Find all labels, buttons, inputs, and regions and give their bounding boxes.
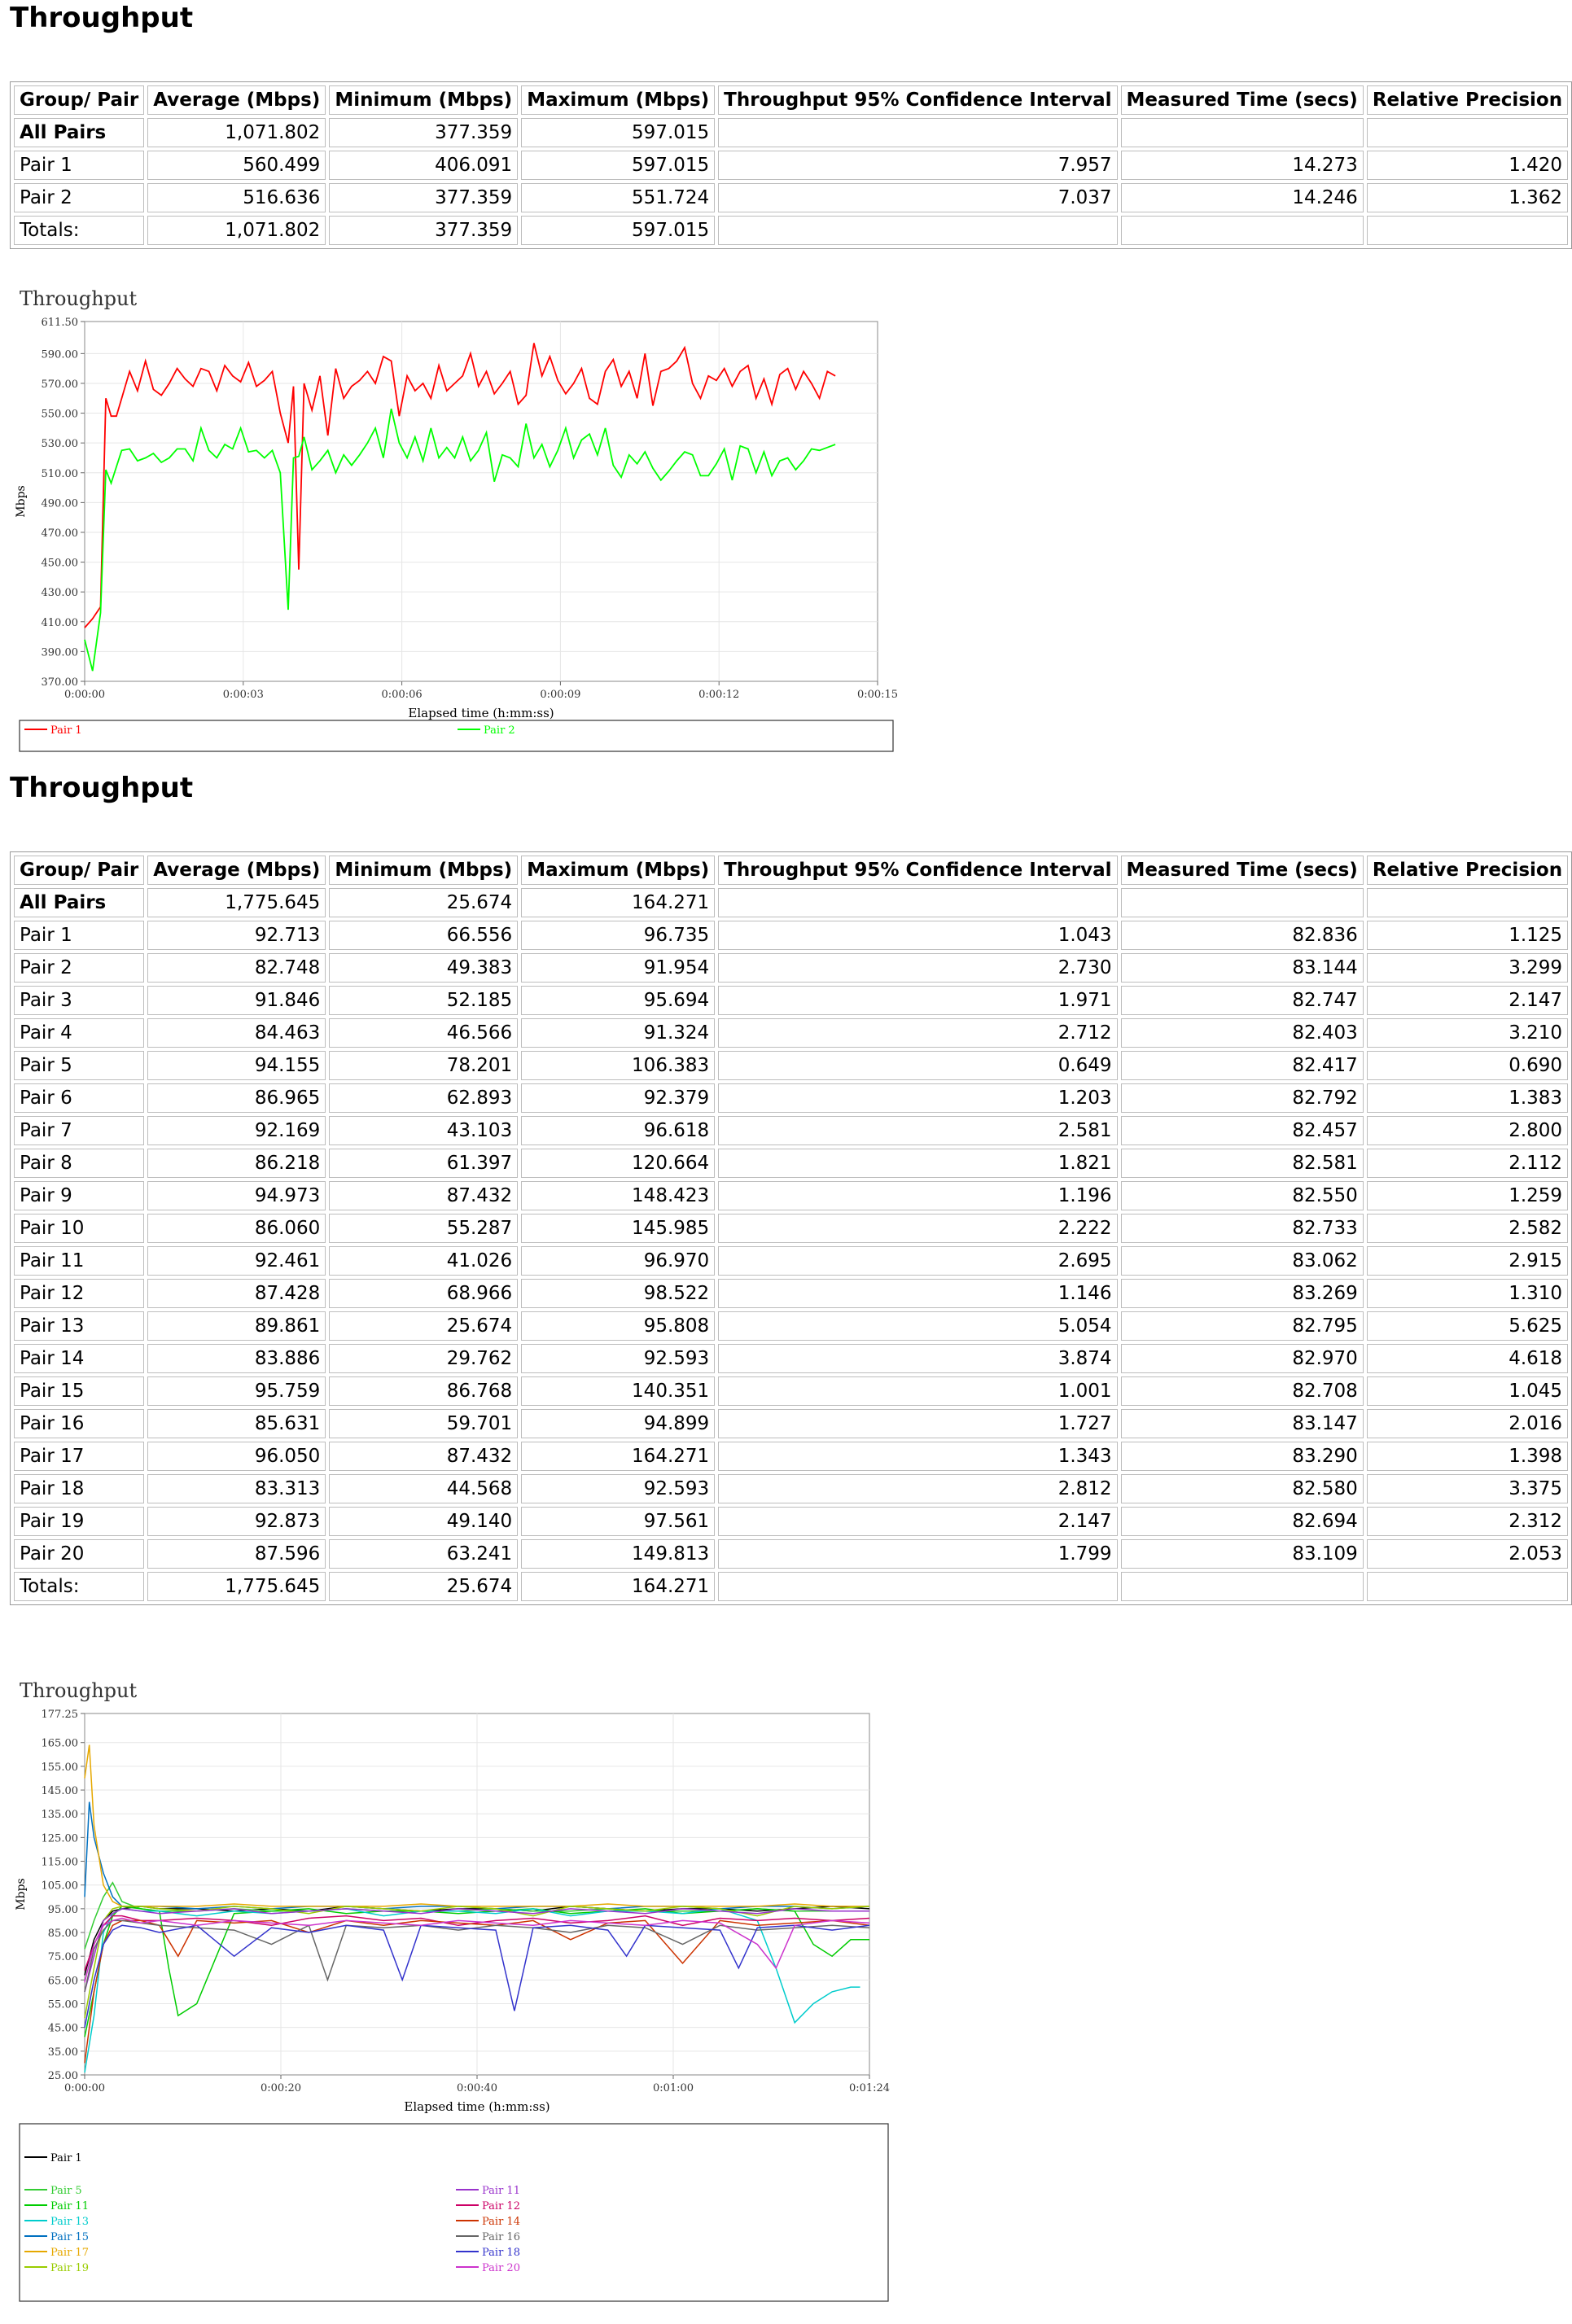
table-row bbox=[14, 1311, 1568, 1341]
legend-label: Pair 11 bbox=[482, 2185, 520, 2197]
table-cell: 25.674 bbox=[329, 1572, 518, 1601]
section-heading-2: Throughput bbox=[10, 772, 194, 804]
table-cell: 597.015 bbox=[521, 216, 715, 245]
throughput-chart-1 bbox=[0, 281, 912, 753]
table-cell: 83.313 bbox=[147, 1474, 326, 1503]
table-cell: 1.125 bbox=[1367, 921, 1568, 950]
table-row bbox=[14, 151, 1568, 180]
throughput-table-1 bbox=[10, 81, 1572, 249]
legend-box bbox=[20, 720, 893, 751]
table-cell bbox=[1121, 1572, 1364, 1601]
table-row bbox=[14, 1279, 1568, 1308]
column-header: Maximum (Mbps) bbox=[521, 85, 715, 115]
table-cell: 82.733 bbox=[1121, 1214, 1364, 1243]
table-cell: 52.185 bbox=[329, 986, 518, 1015]
table-cell: 1.727 bbox=[718, 1409, 1117, 1438]
table-cell: 2.112 bbox=[1367, 1149, 1568, 1178]
y-tick-label: 430.00 bbox=[41, 587, 78, 600]
table-cell: 0.690 bbox=[1367, 1051, 1568, 1080]
row-label: Pair 17 bbox=[14, 1442, 144, 1471]
table-cell: 82.580 bbox=[1121, 1474, 1364, 1503]
table-cell: 66.556 bbox=[329, 921, 518, 950]
table-row bbox=[14, 986, 1568, 1015]
x-tick-label: 0:00:12 bbox=[698, 689, 740, 701]
throughput-table-2 bbox=[10, 851, 1572, 1605]
y-tick-label: 490.00 bbox=[41, 497, 78, 510]
table-cell: 7.957 bbox=[718, 151, 1117, 180]
table-cell: 85.631 bbox=[147, 1409, 326, 1438]
legend-label: Pair 2 bbox=[484, 724, 515, 737]
table-cell: 1.259 bbox=[1367, 1181, 1568, 1210]
table-cell: 1.420 bbox=[1367, 151, 1568, 180]
table-cell bbox=[718, 1572, 1117, 1601]
x-tick-label: 0:00:06 bbox=[381, 689, 423, 701]
table-cell: 164.271 bbox=[521, 1572, 715, 1601]
table-cell: 96.735 bbox=[521, 921, 715, 950]
legend-label: Pair 20 bbox=[482, 2262, 520, 2274]
table-cell: 1.383 bbox=[1367, 1083, 1568, 1113]
table-row bbox=[14, 1149, 1568, 1178]
table-cell: 29.762 bbox=[329, 1344, 518, 1373]
table-cell: 120.664 bbox=[521, 1149, 715, 1178]
table-cell bbox=[1367, 888, 1568, 917]
table-cell: 94.155 bbox=[147, 1051, 326, 1080]
table-row bbox=[14, 1246, 1568, 1276]
table-cell: 2.222 bbox=[718, 1214, 1117, 1243]
table-cell: 97.561 bbox=[521, 1507, 715, 1536]
table-cell bbox=[718, 888, 1117, 917]
table-cell: 2.147 bbox=[1367, 986, 1568, 1015]
column-header: Average (Mbps) bbox=[147, 856, 326, 885]
table-cell: 1.043 bbox=[718, 921, 1117, 950]
x-tick-label: 0:00:00 bbox=[63, 2082, 106, 2094]
y-tick-label: 590.00 bbox=[41, 348, 78, 361]
table-cell: 106.383 bbox=[521, 1051, 715, 1080]
table-cell: 86.965 bbox=[147, 1083, 326, 1113]
table-cell: 1.196 bbox=[718, 1181, 1117, 1210]
table-cell: 1.362 bbox=[1367, 183, 1568, 212]
table-cell bbox=[718, 118, 1117, 147]
table-cell: 96.970 bbox=[521, 1246, 715, 1276]
x-tick-label: 0:00:09 bbox=[540, 689, 581, 701]
table-cell: 406.091 bbox=[329, 151, 518, 180]
table-cell: 1.146 bbox=[718, 1279, 1117, 1308]
table-cell: 145.985 bbox=[521, 1214, 715, 1243]
table-cell: 164.271 bbox=[521, 1442, 715, 1471]
y-tick-label: 125.00 bbox=[41, 1832, 78, 1845]
row-label: Pair 11 bbox=[14, 1246, 144, 1276]
y-tick-label: 85.00 bbox=[47, 1928, 78, 1941]
table-row bbox=[14, 1083, 1568, 1113]
table-cell: 92.593 bbox=[521, 1474, 715, 1503]
table-cell: 82.747 bbox=[1121, 986, 1364, 1015]
y-axis-label: Mbps bbox=[15, 1878, 28, 1910]
plot-area bbox=[85, 322, 878, 681]
table-row bbox=[14, 888, 1568, 917]
table-row bbox=[14, 953, 1568, 983]
table-cell: 1.971 bbox=[718, 986, 1117, 1015]
x-tick-label: 0:01:00 bbox=[652, 2082, 694, 2094]
table-cell: 96.618 bbox=[521, 1116, 715, 1145]
table-cell: 55.287 bbox=[329, 1214, 518, 1243]
column-header: Minimum (Mbps) bbox=[329, 856, 518, 885]
row-label: Pair 13 bbox=[14, 1311, 144, 1341]
table-row bbox=[14, 1116, 1568, 1145]
table-cell: 44.568 bbox=[329, 1474, 518, 1503]
table-cell: 25.674 bbox=[329, 1311, 518, 1341]
table-cell: 377.359 bbox=[329, 183, 518, 212]
table-cell: 3.375 bbox=[1367, 1474, 1568, 1503]
table-cell: 92.593 bbox=[521, 1344, 715, 1373]
table-cell: 2.730 bbox=[718, 953, 1117, 983]
legend-label: Pair 14 bbox=[482, 2216, 520, 2228]
table-cell: 82.417 bbox=[1121, 1051, 1364, 1080]
table-cell: 83.062 bbox=[1121, 1246, 1364, 1276]
table-cell: 1.001 bbox=[718, 1376, 1117, 1406]
table-cell: 2.712 bbox=[718, 1018, 1117, 1048]
table-cell: 2.053 bbox=[1367, 1539, 1568, 1569]
table-cell: 94.899 bbox=[521, 1409, 715, 1438]
table-cell: 83.886 bbox=[147, 1344, 326, 1373]
table-cell: 92.461 bbox=[147, 1246, 326, 1276]
table-cell: 5.625 bbox=[1367, 1311, 1568, 1341]
table-cell: 1.045 bbox=[1367, 1376, 1568, 1406]
table-cell: 560.499 bbox=[147, 151, 326, 180]
x-axis-label: Elapsed time (h:mm:ss) bbox=[404, 2099, 550, 2114]
table-row bbox=[14, 1572, 1568, 1601]
table-cell: 82.694 bbox=[1121, 1507, 1364, 1536]
table-cell: 2.800 bbox=[1367, 1116, 1568, 1145]
x-tick-label: 0:00:40 bbox=[456, 2082, 498, 2094]
table-cell: 2.147 bbox=[718, 1507, 1117, 1536]
chart-title: Throughput bbox=[20, 1679, 138, 1702]
table-cell: 2.695 bbox=[718, 1246, 1117, 1276]
table-cell: 25.674 bbox=[329, 888, 518, 917]
table-cell: 516.636 bbox=[147, 183, 326, 212]
y-tick-label: 370.00 bbox=[41, 676, 78, 689]
table-row bbox=[14, 1442, 1568, 1471]
table-cell: 0.649 bbox=[718, 1051, 1117, 1080]
row-label: Pair 2 bbox=[14, 953, 144, 983]
table-cell: 92.379 bbox=[521, 1083, 715, 1113]
row-label: Pair 8 bbox=[14, 1149, 144, 1178]
table-cell: 597.015 bbox=[521, 118, 715, 147]
table-cell: 98.522 bbox=[521, 1279, 715, 1308]
table-cell: 2.312 bbox=[1367, 1507, 1568, 1536]
table-cell: 551.724 bbox=[521, 183, 715, 212]
table-cell: 377.359 bbox=[329, 216, 518, 245]
table-cell: 83.147 bbox=[1121, 1409, 1364, 1438]
row-label: Pair 14 bbox=[14, 1344, 144, 1373]
column-header: Measured Time (secs) bbox=[1121, 856, 1364, 885]
table-row bbox=[14, 1181, 1568, 1210]
x-axis-label: Elapsed time (h:mm:ss) bbox=[408, 706, 554, 720]
chart-title: Throughput bbox=[20, 287, 138, 310]
table-cell: 82.792 bbox=[1121, 1083, 1364, 1113]
table-cell: 41.026 bbox=[329, 1246, 518, 1276]
row-label: Pair 10 bbox=[14, 1214, 144, 1243]
table-cell: 149.813 bbox=[521, 1539, 715, 1569]
table-cell: 2.582 bbox=[1367, 1214, 1568, 1243]
table-row bbox=[14, 183, 1568, 212]
table-row bbox=[14, 1344, 1568, 1373]
table-row bbox=[14, 1507, 1568, 1536]
table-cell: 68.966 bbox=[329, 1279, 518, 1308]
legend-label: Pair 13 bbox=[50, 2216, 89, 2228]
table-row bbox=[14, 216, 1568, 245]
column-header: Group/ Pair bbox=[14, 85, 144, 115]
table-cell: 95.759 bbox=[147, 1376, 326, 1406]
column-header: Measured Time (secs) bbox=[1121, 85, 1364, 115]
table-cell: 3.210 bbox=[1367, 1018, 1568, 1048]
table-cell: 1.821 bbox=[718, 1149, 1117, 1178]
x-tick-label: 0:01:24 bbox=[848, 2082, 891, 2094]
table-cell: 82.457 bbox=[1121, 1116, 1364, 1145]
table-cell: 95.808 bbox=[521, 1311, 715, 1341]
x-tick-label: 0:00:20 bbox=[260, 2082, 302, 2094]
y-tick-label: 550.00 bbox=[41, 408, 78, 421]
legend-label: Pair 1 bbox=[50, 2152, 82, 2164]
table-cell: 82.581 bbox=[1121, 1149, 1364, 1178]
row-label: Pair 20 bbox=[14, 1539, 144, 1569]
table-cell: 1,775.645 bbox=[147, 1572, 326, 1601]
table-cell: 82.708 bbox=[1121, 1376, 1364, 1406]
table-row bbox=[14, 1051, 1568, 1080]
row-label: Pair 18 bbox=[14, 1474, 144, 1503]
table-cell: 89.861 bbox=[147, 1311, 326, 1341]
column-header: Group/ Pair bbox=[14, 856, 144, 885]
legend-label: Pair 11 bbox=[50, 2200, 89, 2212]
table-cell: 63.241 bbox=[329, 1539, 518, 1569]
table-cell: 91.846 bbox=[147, 986, 326, 1015]
row-label: Totals: bbox=[14, 1572, 144, 1601]
legend-box bbox=[20, 2124, 888, 2301]
column-header: Maximum (Mbps) bbox=[521, 856, 715, 885]
table-cell: 3.874 bbox=[718, 1344, 1117, 1373]
y-tick-label: 25.00 bbox=[47, 2070, 78, 2082]
table-cell: 82.970 bbox=[1121, 1344, 1364, 1373]
y-tick-label: 105.00 bbox=[41, 1880, 78, 1893]
table-cell: 1.343 bbox=[718, 1442, 1117, 1471]
row-label: Pair 1 bbox=[14, 151, 144, 180]
legend-label: Pair 15 bbox=[50, 2231, 89, 2243]
table-cell: 83.144 bbox=[1121, 953, 1364, 983]
table-cell bbox=[718, 216, 1117, 245]
table-cell: 86.060 bbox=[147, 1214, 326, 1243]
y-tick-label: 530.00 bbox=[41, 438, 78, 451]
row-label: All Pairs bbox=[14, 888, 144, 917]
legend-label: Pair 17 bbox=[50, 2247, 89, 2259]
table-cell: 14.273 bbox=[1121, 151, 1364, 180]
row-label: Pair 4 bbox=[14, 1018, 144, 1048]
throughput-chart-2 bbox=[0, 1673, 912, 2324]
column-header: Relative Precision bbox=[1367, 856, 1568, 885]
table-cell: 83.269 bbox=[1121, 1279, 1364, 1308]
table-cell: 86.218 bbox=[147, 1149, 326, 1178]
y-tick-label: 611.50 bbox=[41, 317, 78, 329]
y-tick-label: 75.00 bbox=[47, 1951, 78, 1964]
row-label: Pair 2 bbox=[14, 183, 144, 212]
y-tick-label: 65.00 bbox=[47, 1975, 78, 1988]
column-header: Average (Mbps) bbox=[147, 85, 326, 115]
table-cell: 2.016 bbox=[1367, 1409, 1568, 1438]
legend-label: Pair 18 bbox=[482, 2247, 520, 2259]
y-tick-label: 410.00 bbox=[41, 616, 78, 629]
y-tick-label: 390.00 bbox=[41, 646, 78, 659]
table-cell: 7.037 bbox=[718, 183, 1117, 212]
table-cell: 83.290 bbox=[1121, 1442, 1364, 1471]
y-tick-label: 135.00 bbox=[41, 1809, 78, 1822]
table-cell: 49.383 bbox=[329, 953, 518, 983]
table-cell: 5.054 bbox=[718, 1311, 1117, 1341]
table-cell: 43.103 bbox=[329, 1116, 518, 1145]
table-row bbox=[14, 1474, 1568, 1503]
row-label: Pair 5 bbox=[14, 1051, 144, 1080]
table-cell: 92.713 bbox=[147, 921, 326, 950]
table-cell: 49.140 bbox=[329, 1507, 518, 1536]
table-cell: 87.596 bbox=[147, 1539, 326, 1569]
table-cell: 148.423 bbox=[521, 1181, 715, 1210]
table-row bbox=[14, 1539, 1568, 1569]
y-tick-label: 95.00 bbox=[47, 1903, 78, 1916]
y-tick-label: 115.00 bbox=[41, 1856, 78, 1869]
table-cell: 140.351 bbox=[521, 1376, 715, 1406]
table-cell: 91.324 bbox=[521, 1018, 715, 1048]
legend-label: Pair 16 bbox=[482, 2231, 520, 2243]
table-cell: 87.428 bbox=[147, 1279, 326, 1308]
y-tick-label: 470.00 bbox=[41, 527, 78, 540]
row-label: Pair 12 bbox=[14, 1279, 144, 1308]
row-label: Pair 7 bbox=[14, 1116, 144, 1145]
table-cell: 82.795 bbox=[1121, 1311, 1364, 1341]
x-tick-label: 0:00:00 bbox=[63, 689, 106, 701]
y-tick-label: 145.00 bbox=[41, 1785, 78, 1798]
y-tick-label: 165.00 bbox=[41, 1737, 78, 1750]
table-cell bbox=[1367, 216, 1568, 245]
table-cell: 2.915 bbox=[1367, 1246, 1568, 1276]
table-cell: 1.799 bbox=[718, 1539, 1117, 1569]
table-cell: 46.566 bbox=[329, 1018, 518, 1048]
column-header: Throughput 95% Confidence Interval bbox=[718, 85, 1117, 115]
x-tick-label: 0:00:03 bbox=[222, 689, 264, 701]
table-cell: 1,775.645 bbox=[147, 888, 326, 917]
table-cell: 61.397 bbox=[329, 1149, 518, 1178]
table-cell: 4.618 bbox=[1367, 1344, 1568, 1373]
table-cell: 94.973 bbox=[147, 1181, 326, 1210]
table-cell: 87.432 bbox=[329, 1442, 518, 1471]
row-label: Pair 9 bbox=[14, 1181, 144, 1210]
table-row bbox=[14, 1018, 1568, 1048]
table-cell: 78.201 bbox=[329, 1051, 518, 1080]
row-label: All Pairs bbox=[14, 118, 144, 147]
row-label: Pair 3 bbox=[14, 986, 144, 1015]
table-cell bbox=[1367, 1572, 1568, 1601]
section-heading-1: Throughput bbox=[10, 2, 194, 34]
table-cell: 82.748 bbox=[147, 953, 326, 983]
table-cell: 59.701 bbox=[329, 1409, 518, 1438]
table-row bbox=[14, 118, 1568, 147]
table-cell: 91.954 bbox=[521, 953, 715, 983]
y-tick-label: 177.25 bbox=[41, 1709, 78, 1721]
table-cell: 377.359 bbox=[329, 118, 518, 147]
legend-label: Pair 19 bbox=[50, 2262, 89, 2274]
table-row bbox=[14, 921, 1568, 950]
table-cell bbox=[1121, 216, 1364, 245]
table-cell: 1,071.802 bbox=[147, 118, 326, 147]
legend-label: Pair 5 bbox=[50, 2185, 82, 2197]
column-header: Minimum (Mbps) bbox=[329, 85, 518, 115]
table-cell bbox=[1121, 118, 1364, 147]
table-row bbox=[14, 1376, 1568, 1406]
y-axis-label: Mbps bbox=[15, 485, 28, 518]
row-label: Pair 1 bbox=[14, 921, 144, 950]
table-cell: 1.203 bbox=[718, 1083, 1117, 1113]
row-label: Totals: bbox=[14, 216, 144, 245]
table-cell: 14.246 bbox=[1121, 183, 1364, 212]
table-cell: 84.463 bbox=[147, 1018, 326, 1048]
x-tick-label: 0:00:15 bbox=[856, 689, 899, 701]
row-label: Pair 19 bbox=[14, 1507, 144, 1536]
column-header: Throughput 95% Confidence Interval bbox=[718, 856, 1117, 885]
table-cell: 87.432 bbox=[329, 1181, 518, 1210]
table-cell: 1.398 bbox=[1367, 1442, 1568, 1471]
legend-label: Pair 1 bbox=[50, 724, 82, 737]
table-header-row bbox=[14, 856, 1568, 885]
column-header: Relative Precision bbox=[1367, 85, 1568, 115]
table-row bbox=[14, 1214, 1568, 1243]
table-cell bbox=[1121, 888, 1364, 917]
table-cell: 2.581 bbox=[718, 1116, 1117, 1145]
table-cell: 82.550 bbox=[1121, 1181, 1364, 1210]
y-tick-label: 55.00 bbox=[47, 1998, 78, 2011]
table-cell: 1,071.802 bbox=[147, 216, 326, 245]
table-cell: 82.403 bbox=[1121, 1018, 1364, 1048]
table-cell: 92.873 bbox=[147, 1507, 326, 1536]
y-tick-label: 570.00 bbox=[41, 378, 78, 391]
table-cell: 86.768 bbox=[329, 1376, 518, 1406]
y-tick-label: 450.00 bbox=[41, 557, 78, 570]
table-cell: 62.893 bbox=[329, 1083, 518, 1113]
row-label: Pair 15 bbox=[14, 1376, 144, 1406]
legend-label: Pair 12 bbox=[482, 2200, 520, 2212]
table-header-row bbox=[14, 85, 1568, 115]
table-cell: 83.109 bbox=[1121, 1539, 1364, 1569]
table-cell bbox=[1367, 118, 1568, 147]
y-tick-label: 155.00 bbox=[41, 1761, 78, 1774]
table-row bbox=[14, 1409, 1568, 1438]
table-cell: 92.169 bbox=[147, 1116, 326, 1145]
table-cell: 95.694 bbox=[521, 986, 715, 1015]
table-cell: 1.310 bbox=[1367, 1279, 1568, 1308]
row-label: Pair 16 bbox=[14, 1409, 144, 1438]
table-cell: 164.271 bbox=[521, 888, 715, 917]
y-tick-label: 510.00 bbox=[41, 467, 78, 480]
table-cell: 2.812 bbox=[718, 1474, 1117, 1503]
table-cell: 597.015 bbox=[521, 151, 715, 180]
table-cell: 96.050 bbox=[147, 1442, 326, 1471]
table-cell: 3.299 bbox=[1367, 953, 1568, 983]
table-cell: 82.836 bbox=[1121, 921, 1364, 950]
y-tick-label: 35.00 bbox=[47, 2046, 78, 2059]
y-tick-label: 45.00 bbox=[47, 2022, 78, 2035]
row-label: Pair 6 bbox=[14, 1083, 144, 1113]
